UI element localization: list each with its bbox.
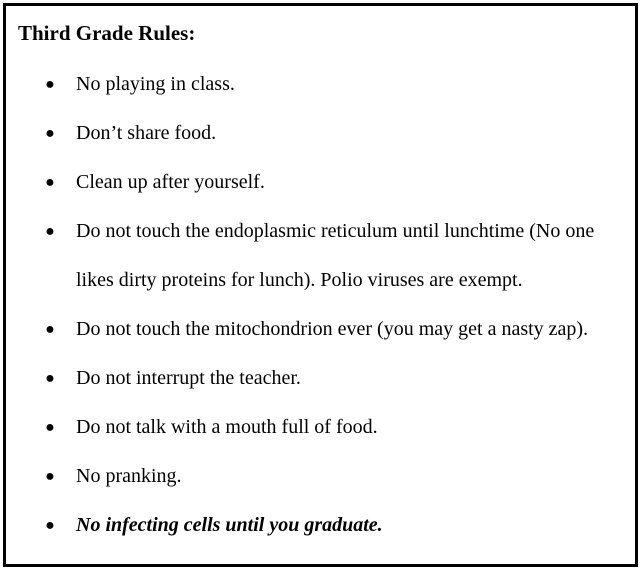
rule-text: Do not interrupt the teacher. bbox=[76, 367, 301, 389]
rule-text: Do not touch the mitochondrion ever (you may get a nasty zap). bbox=[76, 318, 589, 340]
rules-title: Third Grade Rules: bbox=[18, 21, 196, 45]
rules-box bbox=[3, 3, 638, 567]
rule-text: No playing in class. bbox=[76, 73, 235, 95]
rule-text: No pranking. bbox=[76, 465, 182, 487]
bullet-icon: ● bbox=[45, 468, 55, 485]
bullet-icon: ● bbox=[45, 419, 55, 436]
rule-text: Do not talk with a mouth full of food. bbox=[76, 416, 378, 438]
bullet-icon: ● bbox=[45, 76, 55, 93]
bullet-icon: ● bbox=[45, 321, 55, 338]
bullet-icon: ● bbox=[45, 223, 55, 240]
bullet-icon: ● bbox=[45, 125, 55, 142]
rule-text: Do not touch the endoplasmic reticulum until lunchtime (No one likes dirty proteins for lunch). Polio viruses are exempt. bbox=[76, 220, 595, 291]
rule-text: No infecting cells until you graduate. bbox=[76, 514, 383, 536]
rule-text: Don’t share food. bbox=[76, 122, 217, 144]
bullet-icon: ● bbox=[45, 370, 55, 387]
bullet-icon: ● bbox=[45, 174, 55, 191]
rule-text: Clean up after yourself. bbox=[76, 171, 265, 193]
bullet-icon: ● bbox=[45, 517, 55, 534]
